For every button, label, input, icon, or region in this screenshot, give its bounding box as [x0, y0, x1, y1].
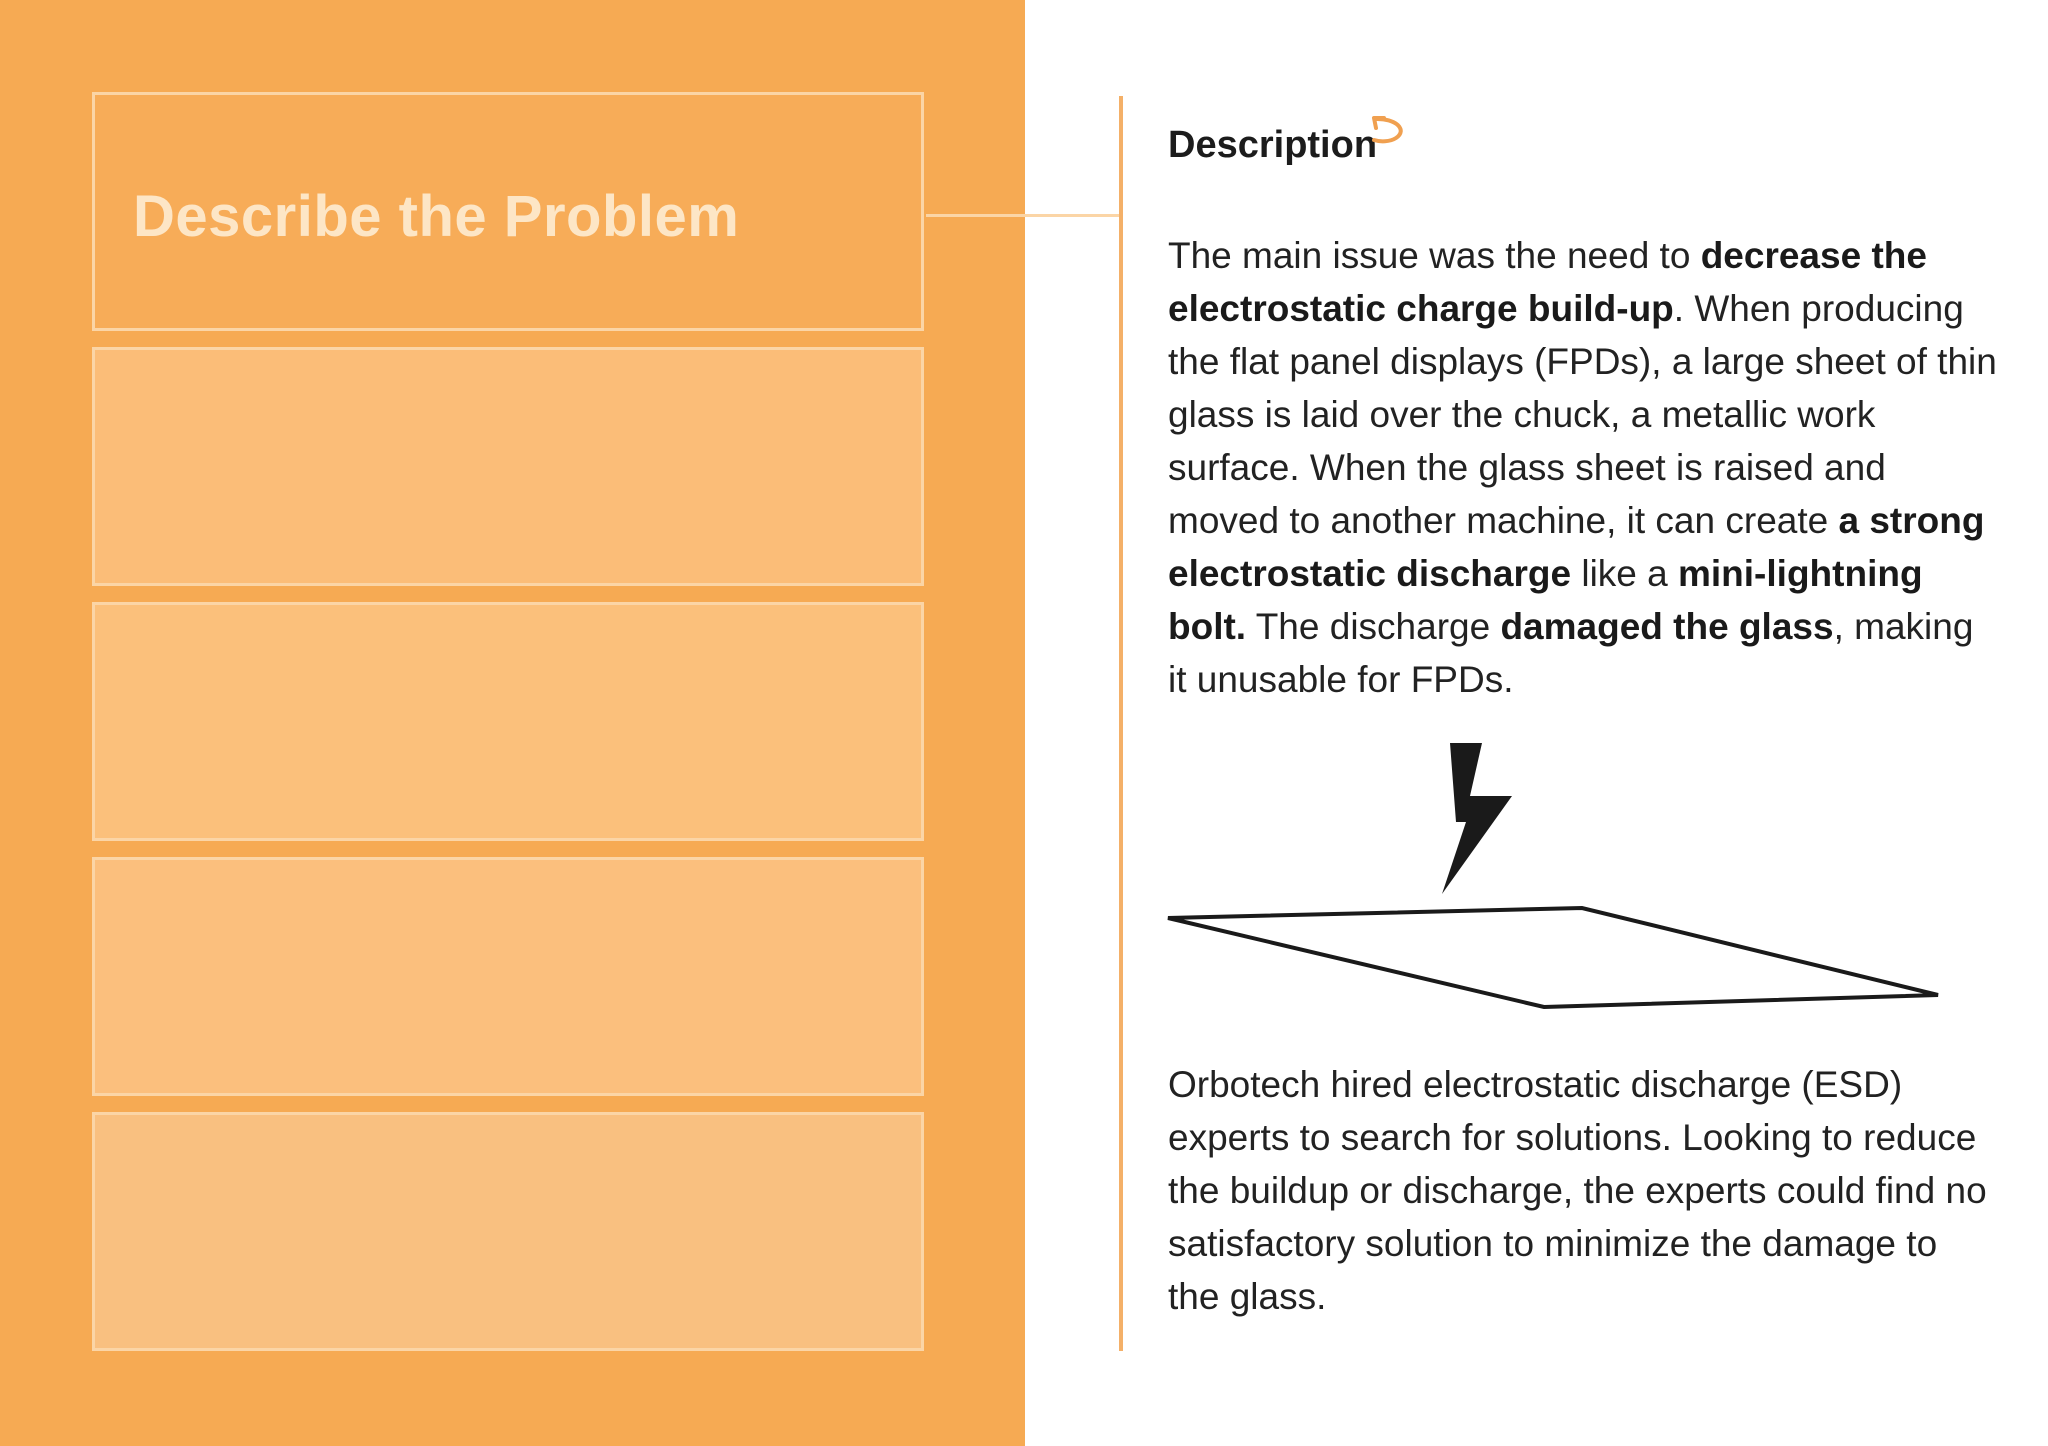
connector-line — [926, 214, 1122, 217]
step-box-2[interactable] — [92, 347, 924, 586]
description-paragraph-1: The main issue was the need to decrease the electrostatic charge build-up. When producing the flat panel displays (FPDs), a large sheet of thin glass is laid over the chuck, a metallic work surface. When the glass sheet is raised and moved to another machine, it can create a strong electrostatic discharge like a mini-lightning bolt. The discharge damaged the glass, making it unusable for FPDs. — [1168, 235, 1997, 700]
divider-line — [1119, 96, 1123, 1351]
description-heading: Description — [1168, 124, 1378, 166]
description-paragraph-2: Orbotech hired electrostatic discharge (ESD) experts to search for solutions. Looking to reduce the buildup or discharge, the experts could find no satisfactory solution to minimize the damage to the glass. — [1168, 1064, 1987, 1317]
step-title: Describe the Problem — [133, 184, 740, 249]
step-box-5[interactable] — [92, 1112, 924, 1351]
glass-sheet-icon — [1168, 908, 1938, 1007]
undo-arrow-icon[interactable] — [1366, 112, 1410, 148]
step-box-3[interactable] — [92, 602, 924, 841]
discharge-illustration — [1160, 740, 1940, 1010]
step-describe-problem[interactable] — [92, 92, 924, 331]
lightning-bolt-icon — [1442, 743, 1512, 894]
step-box-4[interactable] — [92, 857, 924, 1096]
